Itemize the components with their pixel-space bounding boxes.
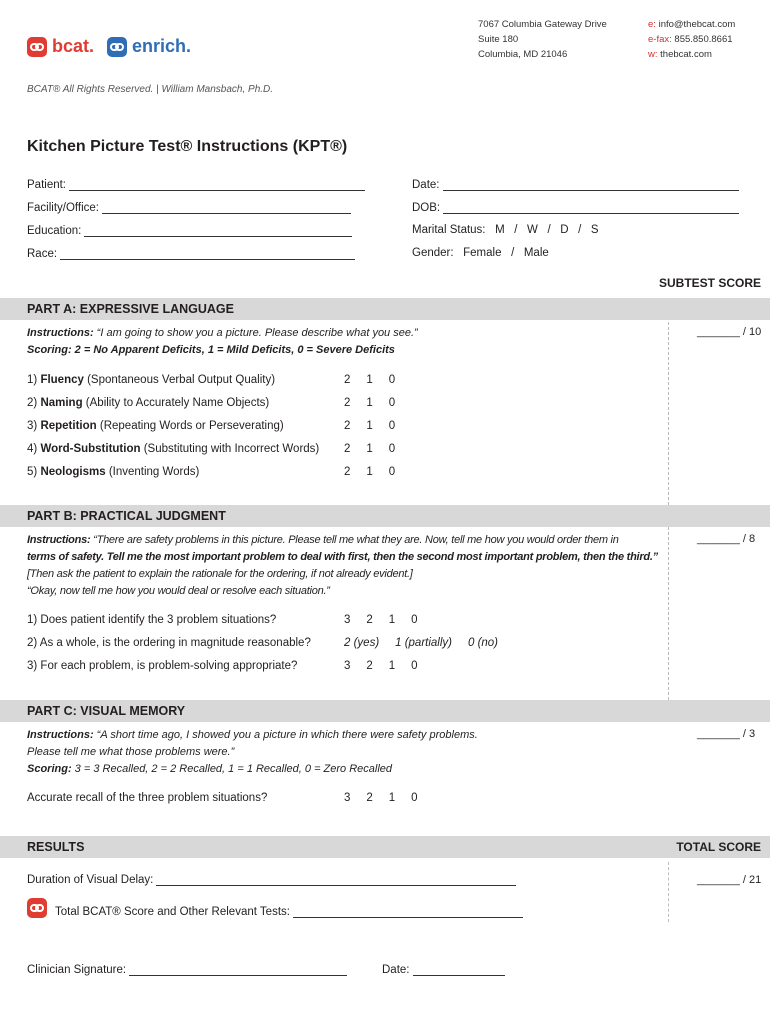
gender-field[interactable]: Gender: Female / Male: [412, 247, 549, 259]
score-column-divider: [668, 862, 669, 922]
address-line: Suite 180: [478, 34, 519, 45]
contact-label: w:: [648, 49, 658, 60]
score-options[interactable]: 3 2 1 0: [344, 660, 418, 672]
list-item: 3) For each problem, is problem-solving appropriate?: [27, 660, 298, 672]
page-title: Kitchen Picture Test® Instructions (KPT®): [27, 138, 348, 155]
marital-status-field[interactable]: Marital Status: M / W / D / S: [412, 224, 599, 236]
score-options[interactable]: 2 1 0: [344, 420, 396, 432]
signature-date-field[interactable]: Date:: [382, 963, 505, 976]
score-options[interactable]: 2 1 0: [344, 374, 396, 386]
part-a-score[interactable]: _______ / 10: [697, 326, 762, 338]
list-item: 4) Word-Substitution (Substituting with Incorrect Words): [27, 443, 320, 455]
enrich-logo-icon: [107, 37, 127, 57]
list-item: Accurate recall of the three problem situations?: [27, 792, 268, 804]
efax-number: 855.850.8661: [674, 34, 733, 45]
score-options[interactable]: 2 (yes) 1 (partially) 0 (no): [344, 637, 499, 649]
patient-field[interactable]: Patient:: [27, 178, 365, 191]
address-line: Columbia, MD 21046: [478, 49, 568, 60]
list-item: 3) Repetition (Repeating Words or Perseverating): [27, 420, 284, 432]
enrich-logo-text: enrich.: [132, 36, 192, 56]
list-item: 2) As a whole, is the ordering in magnitude reasonable?: [27, 637, 311, 649]
contact-label: e-fax:: [648, 34, 672, 45]
list-item: 1) Does patient identify the 3 problem situations?: [27, 614, 277, 626]
clinician-signature-field[interactable]: Clinician Signature:: [27, 963, 347, 976]
contact-block: [648, 17, 735, 62]
education-field[interactable]: Education:: [27, 224, 352, 237]
copyright: BCAT® All Rights Reserved. | William Mansbach, Ph.D.: [27, 84, 274, 95]
score-options[interactable]: 3 2 1 0: [344, 792, 418, 804]
part-c-instructions: Instructions: “A short time ago, I showed you a picture in which there were safety problems. Please tell me what those problems were.” Scoring: 3 = 3 Recalled, 2 = 2 Recalled, 1 = 1 Recalled, 0 = Zero Recalled: [27, 729, 478, 775]
bcat-icon: [27, 898, 47, 918]
bcat-logo: [27, 36, 94, 57]
address-line: 7067 Columbia Gateway Drive: [478, 19, 607, 30]
part-c-score[interactable]: _______ / 3: [697, 728, 756, 740]
bcat-logo-icon: [27, 37, 47, 57]
facility-field[interactable]: Facility/Office:: [27, 201, 351, 214]
part-b-instructions: Instructions: “There are safety problems in this picture. Please tell me what they are. Now, tell me how you would order them in terms of safety. Tell me the most important problem to deal with first, then the second most important problem, then the third.” [Then ask the patient to explain the rationale for the ordering, if not already evident.] “Okay, now tell me how you would deal or resolve each situation.”: [27, 534, 658, 597]
date-field[interactable]: Date:: [412, 178, 739, 191]
address-block: [478, 17, 607, 62]
total-score-header: TOTAL SCORE: [676, 840, 761, 854]
race-field[interactable]: Race:: [27, 247, 355, 260]
subtest-score-header: SUBTEST SCORE: [658, 276, 761, 290]
dob-field[interactable]: DOB:: [412, 201, 739, 214]
results-heading: RESULTS: [0, 836, 770, 858]
enrich-logo: [107, 36, 191, 57]
score-options[interactable]: 2 1 0: [344, 443, 396, 455]
bcat-logo-text: bcat.: [52, 36, 95, 56]
part-a-heading: PART A: EXPRESSIVE LANGUAGE: [0, 298, 770, 320]
part-b-score[interactable]: _______ / 8: [697, 533, 756, 545]
part-b-heading: PART B: PRACTICAL JUDGMENT: [0, 505, 770, 527]
email-link[interactable]: info@thebcat.com: [658, 19, 736, 30]
website-link[interactable]: thebcat.com: [660, 49, 712, 60]
total-score[interactable]: _______ / 21: [697, 874, 762, 886]
list-item: 2) Naming (Ability to Accurately Name Objects): [27, 397, 270, 409]
score-options[interactable]: 2 1 0: [344, 466, 396, 478]
part-c-heading: PART C: VISUAL MEMORY: [0, 700, 770, 722]
part-a-instructions: Instructions: “I am going to show you a picture. Please describe what you see.” Scoring: 2 = No Apparent Deficits, 1 = Mild Deficits, 0 = Severe Deficits: [27, 327, 418, 356]
list-item: 5) Neologisms (Inventing Words): [27, 466, 200, 478]
visual-delay-field[interactable]: Duration of Visual Delay:: [27, 873, 516, 886]
contact-label: e:: [648, 19, 656, 30]
list-item: 1) Fluency (Spontaneous Verbal Output Quality): [27, 374, 276, 386]
score-options[interactable]: 3 2 1 0: [344, 614, 418, 626]
total-bcat-field[interactable]: Total BCAT® Score and Other Relevant Tests:: [55, 905, 523, 918]
score-options[interactable]: 2 1 0: [344, 397, 396, 409]
